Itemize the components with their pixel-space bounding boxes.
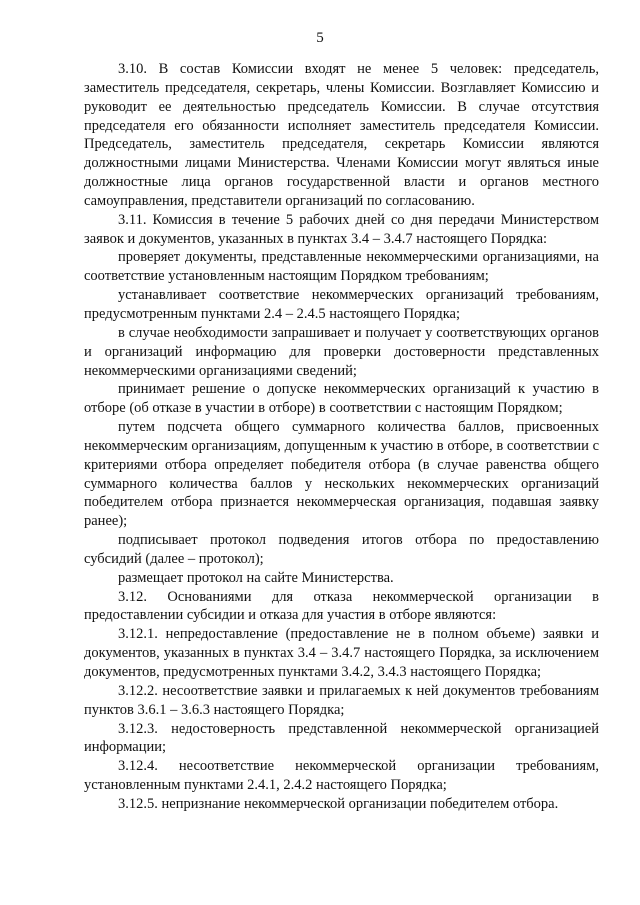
page-number: 5 xyxy=(316,30,324,46)
document-body xyxy=(84,60,599,814)
paragraph-3-12-1: 3.12.1. непредоставление (предоставление не в полном объеме) заявки и документов, указанных в пунктах 3.4 – 3.4.7 настоящего Порядка, за исключением документов, предусмотренных пунктами 3.4.2, 3.4.3 настоящего Порядка; xyxy=(84,626,599,680)
list-item-request-information: в случае необходимости запрашивает и получает у соответствующих органов и организаций информацию для проверки достоверности представленных некоммерческими организациями сведений; xyxy=(84,324,599,379)
paragraph-3-11: 3.11. Комиссия в течение 5 рабочих дней со дня передачи Министерством заявок и документов, указанных в пунктах 3.4 – 3.4.7 настоящего Порядка: xyxy=(84,211,599,247)
list-item-admission-decision: принимает решение о допуске некоммерческих организаций к участию в отборе (об отказе в участии в отборе) в соответствии с настоящим Порядком; xyxy=(84,381,599,417)
list-item-establish-compliance: устанавливает соответствие некоммерческих организаций требованиям, предусмотренным пунктами 2.4 – 2.4.5 настоящего Порядка; xyxy=(84,287,599,322)
paragraph-3-12-5: 3.12.5. непризнание некоммерческой организации победителем отбора. xyxy=(118,795,559,812)
paragraph-3-10: 3.10. В состав Комиссии входят не менее 5 человек: председатель, заместитель председателя, секретарь, члены Комиссии. Возглавляет Комиссию и руководит ее деятельностью председатель Комиссии. В случае отсутствия председателя его обязанности исполняет заместитель председателя Комиссии. Председатель, заместитель председателя, секретарь Комиссии являются должностными лицами Министерства. Членами Комиссии могут являться иные должностные лица органов государственной власти и органов местного самоуправления, представители организаций по согласованию. xyxy=(84,61,599,209)
paragraph-3-12-3: 3.12.3. недостоверность представленной некоммерческой организацией информации; xyxy=(84,720,599,756)
paragraph-3-12-4: 3.12.4. несоответствие некоммерческой организации требованиям, установленным пунктами 2.4.1, 2.4.2 настоящего Порядка; xyxy=(84,758,599,794)
list-item-determine-winner: путем подсчета общего суммарного количества баллов, присвоенных некоммерческим организациям, допущенным к участию в отборе, в соответствии с критериями отбора определяет победителя отбора (в случае равенства общего суммарного количества баллов у нескольких некоммерческих организаций победителем отбора признается некоммерческая организация, подавшая заявку ранее); xyxy=(84,419,599,530)
paragraph-3-12-2: 3.12.2. несоответствие заявки и прилагаемых к ней документов требованиям пунктов 3.6.1 – 3.6.3 настоящего Порядка; xyxy=(84,682,599,718)
list-item-check-documents: проверяет документы, представленные некоммерческими организациями, на соответствие установленным настоящим Порядком требованиям; xyxy=(84,249,599,285)
list-item-publish-protocol: размещает протокол на сайте Министерства. xyxy=(118,569,394,586)
paragraph-3-12: 3.12. Основаниями для отказа некоммерческой организации в предоставлении субсидии и отказа для участия в отборе являются: xyxy=(84,588,599,624)
list-item-sign-protocol: подписывает протокол подведения итогов отбора по предоставлению субсидий (далее – протокол); xyxy=(84,532,599,567)
